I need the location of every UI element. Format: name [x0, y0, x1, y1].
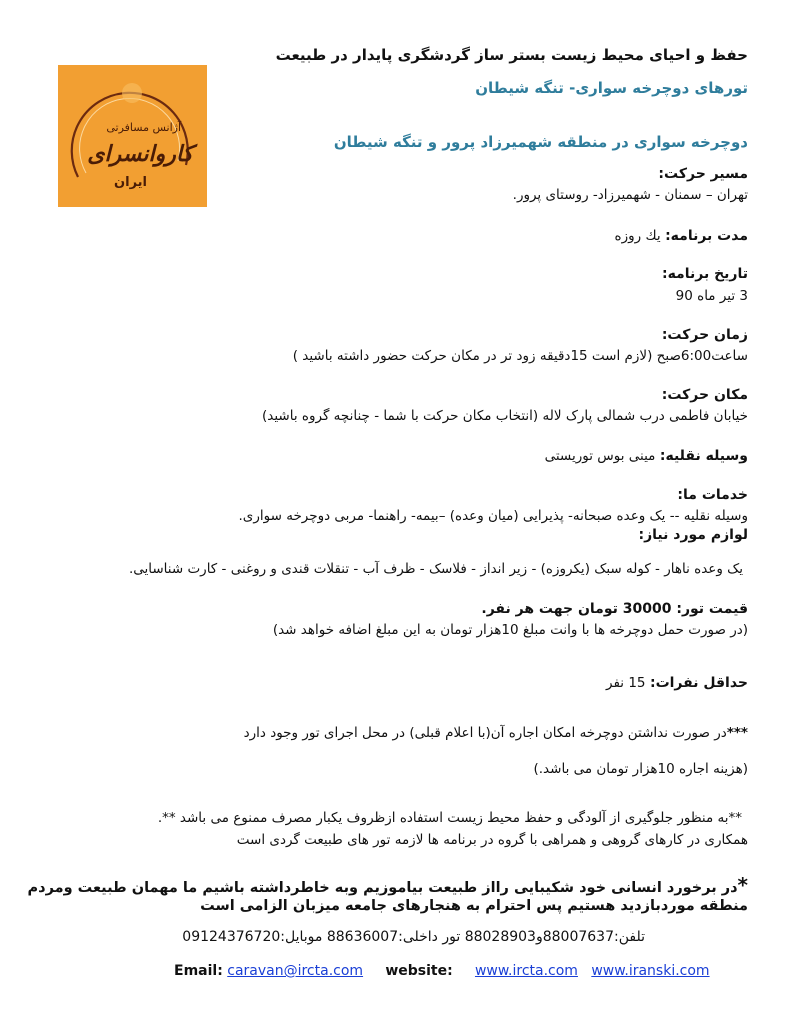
eco-note-line2: همکاری در کارهای گروهی و همراهی با گروه در برنامه ها لازمه تور های طبیعت گردی است	[236, 832, 748, 848]
email-link[interactable]: caravan@ircta.com	[227, 963, 364, 979]
eco-note-line1: **به منظور جلوگیری از آلودگی و حفظ محیط زیست استفاده ازظروف یکبار مصرف ممنوع می باشد **.	[157, 810, 742, 826]
price-label: قیمت تور: 30000 تومان جهت هر نفر.	[481, 601, 748, 617]
website-label: website:	[385, 963, 453, 979]
closing-text1: در برخورد انسانی خود شکیبایی رااز طبیعت بیاموزیم وبه خاطرداشته باشیم ما مهمان طبیعت ومردم	[27, 880, 738, 896]
rental-line1: در صورت نداشتن دوچرخه امکان اجاره آن(با اعلام قبلی) در محل اجرای تور وجود دارد	[243, 725, 727, 741]
date-value: 3 تیر ماه 90	[675, 288, 748, 304]
route-label: مسیر حرکت:	[658, 166, 748, 182]
time-label: زمان حرکت:	[661, 327, 748, 343]
duration-label: مدت برنامه:	[665, 228, 748, 244]
contact-phones: تلفن:88007637و88028903 تور داخلی:88636007 موبایل:09124376720	[182, 929, 645, 945]
logo-text-agency: آژانس مسافرتی	[106, 121, 181, 134]
website-link-ircta[interactable]: www.ircta.com	[474, 963, 578, 979]
time-value: ساعت6:00صبح (لازم است 15دقیقه زود تر در مکان حرکت حضور داشته باشید )	[292, 348, 748, 364]
closing-star: *	[737, 873, 748, 897]
vehicle-value: مینی بوس توریستی	[544, 448, 656, 464]
closing-line2: منطقه موردبازدید هستیم پس احترام به هنجارهای جامعه میزبان الزامی است	[200, 898, 748, 914]
tour-heading: دوچرخه سواری در منطقه شهمیرزاد پرور و تنگه شیطان	[333, 133, 748, 151]
duration-value: یك روزه	[614, 228, 661, 244]
email-label: Email:	[174, 963, 223, 979]
logo-text-caravansara: کاروانسرای	[87, 141, 193, 167]
footer-links	[174, 963, 710, 979]
page-title: حفظ و احیای محیط زیست بستر ساز گردشگری پایدار در طبیعت	[275, 46, 748, 64]
rental-cost: (هزینه اجاره 10هزار تومان می باشد.)	[533, 761, 748, 777]
equipment-label: لوازم مورد نیاز:	[638, 527, 748, 543]
services-label: خدمات ما:	[677, 487, 748, 503]
vehicle-row	[40, 448, 748, 464]
vehicle-label: وسیله نقلیه:	[659, 448, 748, 464]
date-label: تاریخ برنامه:	[661, 266, 748, 282]
duration-row	[40, 228, 748, 244]
price-note: (در صورت حمل دوچرخه ها با وانت مبلغ 10هزار تومان به این مبلغ اضافه خواهد شد)	[272, 622, 748, 638]
place-value: خیابان فاطمی درب شمالی پارک لاله (انتخاب مکان حرکت با شما - چنانچه گروه باشید)	[262, 408, 748, 424]
logo-text-iran: ایران	[114, 175, 147, 190]
min-people-label: حداقل نفرات:	[649, 675, 748, 691]
rental-note	[40, 725, 748, 741]
min-people-value: 15 نفر	[606, 675, 646, 691]
tour-subtitle: تورهای دوچرخه سواری- تنگه شیطان	[475, 79, 748, 97]
rental-stars: ***	[726, 725, 748, 741]
place-label: مکان حرکت:	[661, 387, 748, 403]
closing-line1	[27, 873, 748, 897]
route-value: تهران – سمنان - شهمیرزاد- روستای پرور.	[512, 187, 748, 203]
services-value: وسیله نقلیه -- یک وعده صبحانه- پذیرایی (میان وعده) –بیمه- راهنما- مربی دوچرخه سواری.	[238, 508, 748, 524]
equipment-value: یک وعده ناهار - کوله سبک (یکروزه) - زیر انداز - فلاسک - ظرف آب - تنقلات قندی و روغنی - کارت شناسایی.	[128, 561, 743, 577]
min-people-row	[40, 675, 748, 691]
website-link-iranski[interactable]: www.iranski.com	[591, 963, 710, 979]
